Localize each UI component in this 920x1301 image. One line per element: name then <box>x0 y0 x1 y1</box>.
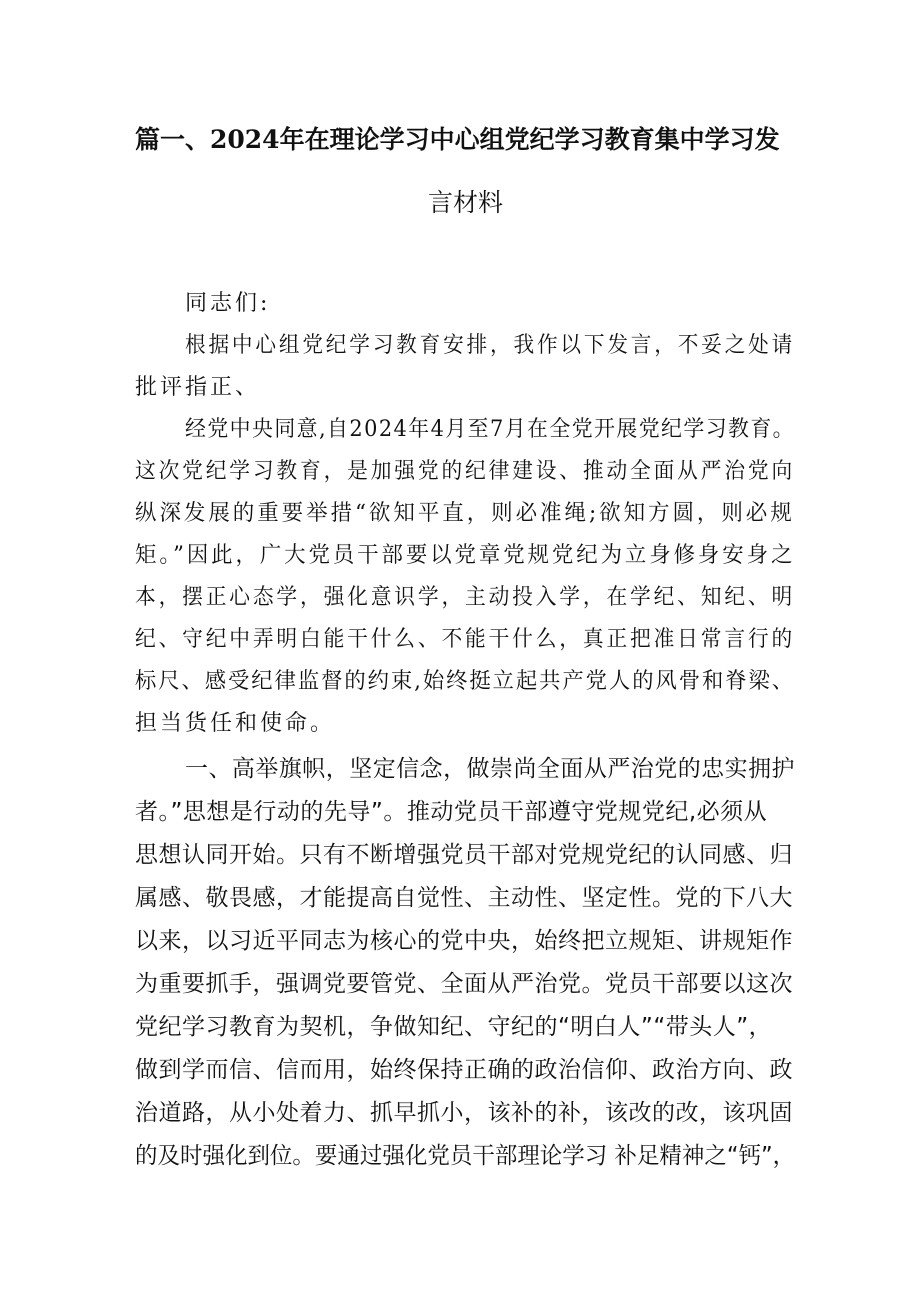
para1-line-2: 批评指正、 <box>135 375 261 400</box>
para3-line-4: 属感、敬畏感，才能提高自觉性、主动性、坚定性。党的下八大 <box>135 885 793 911</box>
para3-line-2: 者。”思想是行动的先导”。推动党员干部遵守党规党纪,必须从 <box>135 799 768 825</box>
para3-line-1: 一、高举旗帜，坚定信念，做崇尚全面从严治党的忠实拥护 <box>185 756 796 782</box>
para2-line-1: 经党中央同意,自2024年4月至7月在全党开展党纪学习教育。 <box>185 417 796 442</box>
para2-line-4: 矩。”因此，广大党员干部要以党章党规党纪为立身修身安身之 <box>135 543 796 568</box>
para2-line-8: 担当货任和使命。 <box>135 711 336 736</box>
para3-line-3: 思想认同开始。只有不断增强党员干部对党规党纪的认同感、归 <box>135 842 793 868</box>
para2-line-2: 这次党纪学习教育，是加强党的纪律建设、推动全面从严治党向 <box>135 459 796 484</box>
salutation: 同志们: <box>185 291 271 316</box>
para2-line-5: 本，摆正心态学，强化意识学，主动投入学，在学纪、知纪、明 <box>135 585 796 610</box>
para2-line-6: 纪、守纪中弄明白能干什么、不能干什么，真正把准日常言行的 <box>135 627 796 652</box>
para3-line-7: 党纪学习教育为契机，争做知纪、守纪的“明白人”“带头人”， <box>135 1014 773 1040</box>
para2-line-7: 标尺、感受纪律监督的约束,始终挺立起共产党人的风骨和脊梁、 <box>135 669 796 694</box>
para3-line-8: 做到学而信、信而用，始终保持正确的政治信仰、政治方向、政 <box>135 1057 793 1083</box>
para3-line-5: 以来，以习近平同志为核心的党中央，始终把立规矩、讲规矩作 <box>135 928 793 954</box>
document-title-line-2: 言材料 <box>428 188 504 217</box>
para1-line-1: 根据中心组党纪学习教育安排，我作以下发言，不妥之处请 <box>185 333 796 358</box>
para3-line-6: 为重要抓手，强调党要管党、全面从严治党。党员干部要以这次 <box>135 971 793 997</box>
document-title-line-1: 篇一、2024年在理论学习中心组党纪学习教育集中学习发 <box>135 125 780 154</box>
para3-line-9: 治道路，从小处着力、抓早抓小，该补的补，该改的改，该巩固 <box>135 1100 793 1126</box>
para2-line-3: 纵深发展的重要举措“欲知平直，则必准绳;欲知方圆，则必规 <box>135 501 795 526</box>
para3-line-10: 的及时强化到位。要通过强化党员干部理论学习 补足精神之“钙”， <box>135 1143 796 1169</box>
